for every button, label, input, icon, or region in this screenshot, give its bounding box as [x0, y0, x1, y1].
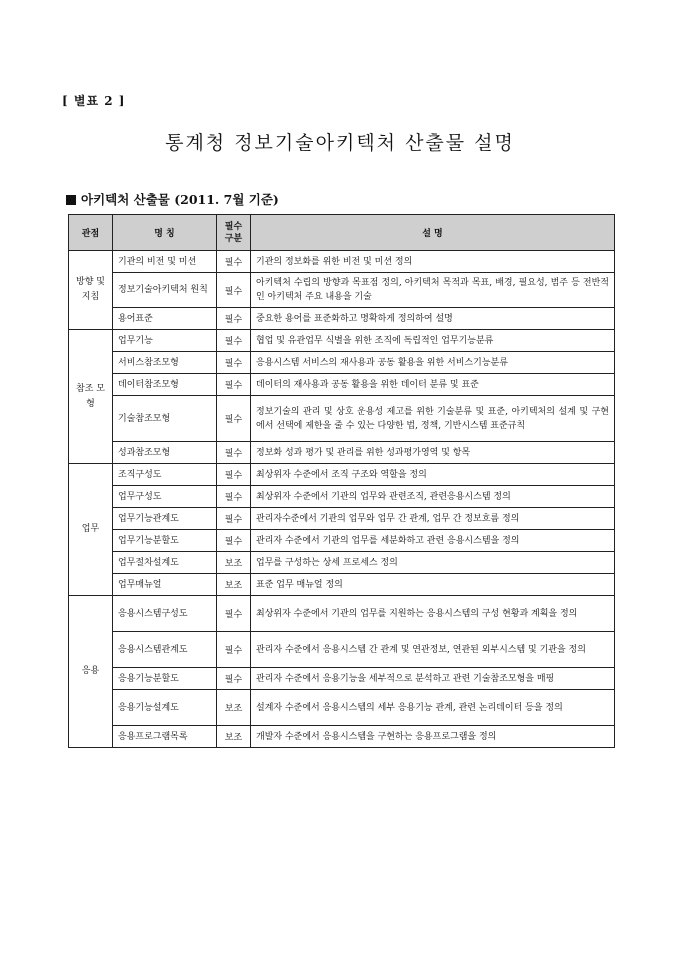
required-type: 필수	[217, 486, 251, 508]
artifact-description: 아키텍처 수립의 방향과 목표점 정의, 아키텍처 목적과 목표, 배경, 필요성, 범주 등 전반적인 아키텍처 주요 내용을 기술	[251, 273, 615, 308]
category-cell: 업무	[69, 464, 113, 596]
table-row	[69, 273, 615, 308]
required-type: 보조	[217, 690, 251, 726]
table-row	[69, 251, 615, 273]
category-cell: 참조 모형	[69, 330, 113, 464]
artifact-name: 업무매뉴얼	[113, 574, 217, 596]
artifact-description: 정보화 성과 평가 및 관리를 위한 성과평가영역 및 항목	[251, 442, 615, 464]
required-type: 필수	[217, 251, 251, 273]
table-row	[69, 486, 615, 508]
artifact-description: 정보기술의 관리 및 상호 운용성 제고를 위한 기술분류 및 표준, 아키텍처의 설계 및 구현에서 선택에 제한을 줄 수 있는 다양한 법, 정책, 기반시스템 표준규칙	[251, 396, 615, 442]
table-header-row	[69, 215, 615, 251]
artifact-name: 기술참조모형	[113, 396, 217, 442]
table-row	[69, 374, 615, 396]
artifact-name: 응용기능분할도	[113, 668, 217, 690]
required-type: 필수	[217, 632, 251, 668]
category-cell: 방향 및 지침	[69, 251, 113, 330]
table-row	[69, 726, 615, 748]
artifact-description: 관리자 수준에서 기관의 업무를 세분화하고 관련 응용시스템을 정의	[251, 530, 615, 552]
artifact-name: 응용기능설계도	[113, 690, 217, 726]
artifact-name: 응용프로그램목록	[113, 726, 217, 748]
artifact-description: 협업 및 유관업무 식별을 위한 조직에 독립적인 업무기능분류	[251, 330, 615, 352]
artifact-name: 정보기술아키텍처 원칙	[113, 273, 217, 308]
required-type: 필수	[217, 396, 251, 442]
required-type: 보조	[217, 552, 251, 574]
artifact-description: 관리자수준에서 기관의 업무와 업무 간 관계, 업무 간 정보흐름 정의	[251, 508, 615, 530]
required-type: 필수	[217, 308, 251, 330]
artifact-name: 용어표준	[113, 308, 217, 330]
table-row	[69, 596, 615, 632]
required-type: 필수	[217, 530, 251, 552]
section-label: 아키텍처 산출물 (2011. 7월 기준)	[81, 192, 279, 207]
page-title: 통계청 정보기술아키텍처 산출물 설명	[165, 132, 515, 154]
col-header-required: 필수 구분	[217, 215, 251, 251]
table-body	[69, 251, 615, 748]
artifact-name: 기관의 비전 및 미션	[113, 251, 217, 273]
square-bullet-icon	[66, 195, 76, 205]
required-type: 필수	[217, 374, 251, 396]
table-row	[69, 330, 615, 352]
artifact-description: 표준 업무 매뉴얼 정의	[251, 574, 615, 596]
required-type: 보조	[217, 726, 251, 748]
artifact-name: 데이터참조모형	[113, 374, 217, 396]
annex-tag: [ 별표 2 ]	[62, 94, 126, 108]
required-type: 필수	[217, 596, 251, 632]
artifact-name: 업무구성도	[113, 486, 217, 508]
required-type: 보조	[217, 574, 251, 596]
artifact-description: 중요한 용어를 표준화하고 명확하게 정의하여 설명	[251, 308, 615, 330]
table-row	[69, 308, 615, 330]
table-row	[69, 690, 615, 726]
artifact-name: 업무기능관계도	[113, 508, 217, 530]
artifact-name: 서비스참조모형	[113, 352, 217, 374]
table-row	[69, 574, 615, 596]
required-type: 필수	[217, 508, 251, 530]
artifact-description: 관리자 수준에서 응용시스템 간 관계 및 연관정보, 연관된 외부시스템 및 기관을 정의	[251, 632, 615, 668]
table-row	[69, 668, 615, 690]
artifact-name: 업무기능분할도	[113, 530, 217, 552]
artifact-description: 데이터의 재사용과 공동 활용을 위한 데이터 분류 및 표준	[251, 374, 615, 396]
artifact-description: 최상위자 수준에서 기관의 업무를 지원하는 응용시스템의 구성 현황과 계획을 정의	[251, 596, 615, 632]
col-header-category: 관점	[69, 215, 113, 251]
required-type: 필수	[217, 330, 251, 352]
artifact-name: 응용시스템관계도	[113, 632, 217, 668]
artifact-name: 업무절차설계도	[113, 552, 217, 574]
artifact-table	[68, 214, 615, 748]
table-row	[69, 632, 615, 668]
artifact-description: 최상위자 수준에서 조직 구조와 역할을 정의	[251, 464, 615, 486]
table-row	[69, 352, 615, 374]
artifact-name: 업무기능	[113, 330, 217, 352]
required-type: 필수	[217, 464, 251, 486]
table-row	[69, 464, 615, 486]
artifact-name: 응용시스템구성도	[113, 596, 217, 632]
section-heading	[66, 190, 279, 208]
table-row	[69, 508, 615, 530]
artifact-description: 최상위자 수준에서 기관의 업무와 관련조직, 관련응용시스템 정의	[251, 486, 615, 508]
artifact-name: 조직구성도	[113, 464, 217, 486]
required-type: 필수	[217, 273, 251, 308]
artifact-description: 설계자 수준에서 응용시스템의 세부 응용기능 관계, 관련 논리데이터 등을 정의	[251, 690, 615, 726]
table-row	[69, 442, 615, 464]
table-row	[69, 396, 615, 442]
table-row	[69, 552, 615, 574]
artifact-description: 관리자 수준에서 응용기능을 세부적으로 분석하고 관련 기술참조모형을 매핑	[251, 668, 615, 690]
col-header-name: 명 칭	[113, 215, 217, 251]
category-cell: 응용	[69, 596, 113, 748]
required-type: 필수	[217, 668, 251, 690]
artifact-description: 응용시스템 서비스의 재사용과 공동 활용을 위한 서비스기능분류	[251, 352, 615, 374]
required-type: 필수	[217, 442, 251, 464]
artifact-description: 기관의 정보화를 위한 비전 및 미션 정의	[251, 251, 615, 273]
required-type: 필수	[217, 352, 251, 374]
artifact-name: 성과참조모형	[113, 442, 217, 464]
table-row	[69, 530, 615, 552]
artifact-description: 업무를 구성하는 상세 프로세스 정의	[251, 552, 615, 574]
artifact-description: 개발자 수준에서 응용시스템을 구현하는 응용프로그램을 정의	[251, 726, 615, 748]
col-header-description: 설 명	[251, 215, 615, 251]
